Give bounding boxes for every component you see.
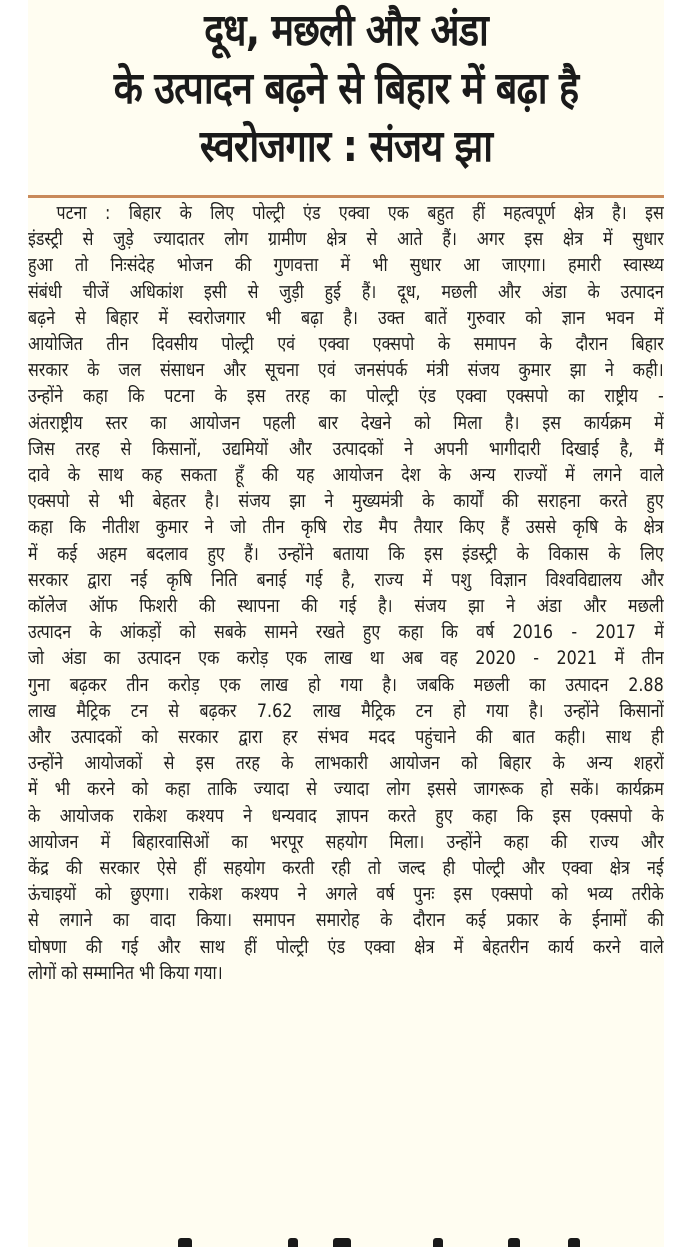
headline-line-2: के उत्पादन बढ़ने से बिहार में बढ़ा है [113,63,579,114]
cutoff-glyph [333,1238,351,1247]
article-body-line: केंद्र की सरकार ऐसे हीं सहयोग करती रही तो जल्द ही पोल्ट्री और एक्वा क्षेत्र नई [28,857,664,880]
article-body-line: इंडस्ट्री से जुड़े ज्यादातर लोग ग्रामीण क्षेत्र से आते हैं। अगर इस क्षेत्र में सुधार [28,228,664,251]
cutoff-glyph [508,1238,520,1247]
article-body-line: अंतराष्ट्रीय स्तर का आयोजन पहली बार देखने को मिला है। इस कार्यक्रम में [28,411,664,434]
article-body-line: में कई अहम बदलाव हुए हैं। उन्होंने बताया कि इस इंडस्ट्री के विकास के लिए [28,542,664,565]
article-body-line: सरकार द्वारा नई कृषि निति बनाई गई है, राज्य में पशु विज्ञान विश्वविद्यालय और [28,568,664,591]
article-body-line: कहा कि नीतीश कुमार ने जो तीन कृषि रोड मैप तैयार किए हैं उससे कृषि के क्षेत्र [28,516,664,539]
article-body-line: उन्होंने आयोजकों से इस तरह के लाभकारी आयोजन को बिहार के अन्य शहरों [28,752,664,775]
article-body-line: लाख मैट्रिक टन से बढ़कर 7.62 लाख मैट्रिक टन हो गया है। उन्होंने किसानों [28,699,664,722]
article-body-line: आयोजित तीन दिवसीय पोल्ट्री एवं एक्वा एक्सपो के समापन के दौरान बिहार [28,333,664,356]
article-body-line: ऊंचाइयों को छुएगा। राकेश कश्यप ने अगले वर्ष पुनः इस एक्सपो को भव्य तरीके [28,883,664,906]
article-body-line: पटना : बिहार के लिए पोल्ट्री एंड एक्वा एक बहुत हीं महत्वपूर्ण क्षेत्र है। इस [56,202,664,224]
article-body-line: हुआ तो निःसंदेह भोजन की गुणवत्ता में भी सुधार आ जाएगा। हमारी स्वास्थ्य [28,254,664,277]
newspaper-clipping [28,0,664,1247]
headline [28,2,664,176]
cutoff-glyph [568,1238,580,1247]
article-body-line: जिस तरह से किसानों, उद्यमियों और उत्पादकों ने अपनी भागीदारी दिखाई है, मैं [28,437,664,460]
article-body-line: एक्सपो से भी बेहतर है। संजय झा ने मुख्यमंत्री के कार्यों की सराहना करते हुए [28,490,664,513]
article-body-line: के आयोजक राकेश कश्यप ने धन्यवाद ज्ञापन करते हुए कहा कि इस एक्सपो के [28,804,664,827]
article-body-line: में भी करने को कहा ताकि ज्यादा से ज्यादा लोग इससे जागरूक हो सकें। कार्यक्रम [28,778,664,801]
article-body [28,200,664,986]
article-body-line: और उत्पादकों को सरकार द्वारा हर संभव मदद पहुंचाने की बात कही। साथ ही [28,726,664,749]
article-body-line: सरकार के जल संसाधन और सूचना एवं जनसंपर्क मंत्री संजय कुमार झा ने कही। [28,359,664,382]
next-article-heading-cutoff [28,1232,664,1247]
headline-line-3: स्वरोजगार : संजय झा [199,121,493,172]
article-body-line: उन्होंने कहा कि पटना के इस तरह का पोल्ट्री एंड एक्वा एक्सपो का राष्ट्रीय - [28,385,664,408]
headline-divider [28,195,664,198]
article-body-line: से लगाने का वादा किया। समापन समारोह के दौरान कई प्रकार के ईनामों की [28,909,664,932]
cutoff-glyph [178,1238,192,1247]
article-body-line: आयोजन में बिहारवासिओं का भरपूर सहयोग मिला। उन्होंने कहा की राज्य और [28,830,664,853]
article-body-line: लोगों को सम्मानित भी किया गया। [28,961,223,984]
article-body-line: जो अंडा का उत्पादन एक करोड़ एक लाख था अब वह 2020 - 2021 में तीन [28,647,664,670]
cutoff-glyph [433,1238,443,1247]
article-body-line: घोषणा की गई और साथ हीं पोल्ट्री एंड एक्वा क्षेत्र में बेहतरीन कार्य करने वाले [28,935,664,958]
cutoff-glyph [288,1238,298,1247]
article-body-line: दावे के साथ कह सकता हूँ की यह आयोजन देश के अन्य राज्यों में लगने वाले [28,464,664,487]
article-body-line: कॉलेज ऑफ फिशरी की स्थापना की गई है। संजय झा ने अंडा और मछली [28,595,664,618]
headline-line-1: दूध, मछली और अंडा [204,5,488,56]
article-body-line: बढ़ने से बिहार में स्वरोजगार भी बढ़ा है। उक्त बातें गुरुवार को ज्ञान भवन में [28,306,664,329]
article-body-line: गुना बढ़कर तीन करोड़ एक लाख हो गया है। जबकि मछली का उत्पादन 2.88 [28,673,664,696]
article-body-line: संबंधी चीजें अधिकांश इसी से जुड़ी हुई हैं। दूध, मछली और अंडा के उत्पादन [28,280,664,303]
article-body-line: उत्पादन के आंकड़ों को सबके सामने रखते हुए कहा कि वर्ष 2016 - 2017 में [28,621,664,644]
